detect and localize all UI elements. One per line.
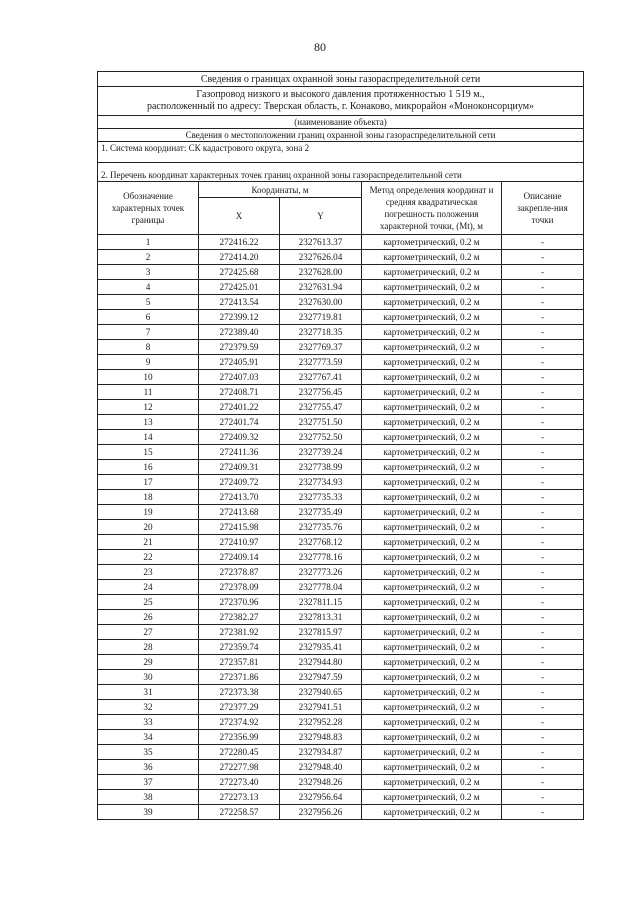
point-number: 7: [98, 325, 199, 340]
y-value: 2327773.26: [280, 565, 362, 580]
x-value: 272401.22: [199, 400, 280, 415]
table-row: [98, 805, 584, 820]
y-value: 2327956.26: [280, 805, 362, 820]
fixing-value: -: [502, 745, 584, 760]
x-value: 272416.22: [199, 235, 280, 250]
fixing-value: -: [502, 490, 584, 505]
method-value: картометрический, 0.2 м: [362, 640, 502, 655]
table-row: [98, 445, 584, 460]
x-value: 272378.87: [199, 565, 280, 580]
x-value: 272411.36: [199, 445, 280, 460]
table-row: [98, 370, 584, 385]
object-description: [98, 87, 584, 116]
x-value: 272373.38: [199, 685, 280, 700]
point-number: 23: [98, 565, 199, 580]
point-number: 33: [98, 715, 199, 730]
table-row: [98, 565, 584, 580]
x-value: 272413.54: [199, 295, 280, 310]
method-value: картометрический, 0.2 м: [362, 385, 502, 400]
y-value: 2327719.81: [280, 310, 362, 325]
fixing-value: -: [502, 325, 584, 340]
object-line-1: Газопровод низкого и высокого давления протяженностью 1 519 м.,: [196, 89, 485, 100]
table-row: [98, 385, 584, 400]
y-value: 2327948.26: [280, 775, 362, 790]
coordinate-list-title: 2. Перечень координат характерных точек границ охранной зоны газораспределительной сети: [98, 163, 584, 182]
y-value: 2327768.12: [280, 535, 362, 550]
y-value: 2327739.24: [280, 445, 362, 460]
point-number: 36: [98, 760, 199, 775]
point-number: 14: [98, 430, 199, 445]
x-value: 272371.86: [199, 670, 280, 685]
table-row: [98, 310, 584, 325]
y-value: 2327813.31: [280, 610, 362, 625]
method-value: картометрический, 0.2 м: [362, 730, 502, 745]
x-value: 272381.92: [199, 625, 280, 640]
table-row: [98, 415, 584, 430]
fixing-value: -: [502, 400, 584, 415]
x-value: 272425.01: [199, 280, 280, 295]
method-value: картометрический, 0.2 м: [362, 295, 502, 310]
x-value: 272356.99: [199, 730, 280, 745]
x-value: 272405.91: [199, 355, 280, 370]
point-number: 22: [98, 550, 199, 565]
column-header-fixing: Описание закрепле-ния точки: [502, 182, 584, 235]
table-row: [98, 715, 584, 730]
y-value: 2327941.51: [280, 700, 362, 715]
table-row: [98, 280, 584, 295]
point-number: 32: [98, 700, 199, 715]
method-value: картометрический, 0.2 м: [362, 265, 502, 280]
fixing-value: -: [502, 625, 584, 640]
method-value: картометрический, 0.2 м: [362, 445, 502, 460]
fixing-value: -: [502, 565, 584, 580]
fixing-value: -: [502, 610, 584, 625]
point-number: 30: [98, 670, 199, 685]
method-value: картометрический, 0.2 м: [362, 805, 502, 820]
point-number: 17: [98, 475, 199, 490]
fixing-value: -: [502, 340, 584, 355]
method-value: картометрический, 0.2 м: [362, 520, 502, 535]
point-number: 26: [98, 610, 199, 625]
column-header-coordinates: Координаты, м: [199, 182, 362, 198]
table-row: [98, 520, 584, 535]
fixing-value: -: [502, 295, 584, 310]
table-row: [98, 295, 584, 310]
y-value: 2327613.37: [280, 235, 362, 250]
y-value: 2327778.04: [280, 580, 362, 595]
y-value: 2327751.50: [280, 415, 362, 430]
coordinate-system: 1. Система координат: СК кадастрового округа, зона 2: [98, 142, 584, 163]
x-value: 272399.12: [199, 310, 280, 325]
method-value: картометрический, 0.2 м: [362, 310, 502, 325]
point-number: 35: [98, 745, 199, 760]
table-row: [98, 745, 584, 760]
y-value: 2327767.41: [280, 370, 362, 385]
fixing-value: -: [502, 310, 584, 325]
method-value: картометрический, 0.2 м: [362, 760, 502, 775]
x-value: 272410.97: [199, 535, 280, 550]
column-header-x: X: [199, 198, 280, 235]
fixing-value: -: [502, 475, 584, 490]
x-value: 272379.59: [199, 340, 280, 355]
table-row: [98, 265, 584, 280]
y-value: 2327769.37: [280, 340, 362, 355]
point-number: 31: [98, 685, 199, 700]
object-line-2: расположенный по адресу: Тверская область, г. Конаково, микрорайон «Моноконсорциум»: [146, 101, 535, 112]
point-number: 6: [98, 310, 199, 325]
x-value: 272389.40: [199, 325, 280, 340]
x-value: 272401.74: [199, 415, 280, 430]
table-row: [98, 550, 584, 565]
point-number: 9: [98, 355, 199, 370]
fixing-value: -: [502, 550, 584, 565]
x-value: 272273.13: [199, 790, 280, 805]
table-row: [98, 670, 584, 685]
fixing-value: -: [502, 415, 584, 430]
fixing-value: -: [502, 250, 584, 265]
table-row: [98, 355, 584, 370]
method-value: картометрический, 0.2 м: [362, 460, 502, 475]
fixing-value: -: [502, 355, 584, 370]
point-number: 38: [98, 790, 199, 805]
y-value: 2327755.47: [280, 400, 362, 415]
method-value: картометрический, 0.2 м: [362, 235, 502, 250]
fixing-value: -: [502, 595, 584, 610]
table-row: [98, 640, 584, 655]
object-caption: (наименование объекта): [98, 116, 584, 129]
point-number: 16: [98, 460, 199, 475]
point-number: 27: [98, 625, 199, 640]
fixing-value: -: [502, 535, 584, 550]
method-value: картометрический, 0.2 м: [362, 610, 502, 625]
x-value: 272258.57: [199, 805, 280, 820]
method-value: картометрический, 0.2 м: [362, 655, 502, 670]
fixing-value: -: [502, 430, 584, 445]
method-value: картометрический, 0.2 м: [362, 775, 502, 790]
table-row: [98, 700, 584, 715]
fixing-value: -: [502, 640, 584, 655]
y-value: 2327630.00: [280, 295, 362, 310]
method-value: картометрический, 0.2 м: [362, 580, 502, 595]
table-row: [98, 580, 584, 595]
method-value: картометрический, 0.2 м: [362, 415, 502, 430]
y-value: 2327718.35: [280, 325, 362, 340]
x-value: 272415.98: [199, 520, 280, 535]
column-header-method: Метод определения координат и средняя квадратическая погрешность положения характерной точки, (Mt), м: [362, 182, 502, 235]
point-number: 21: [98, 535, 199, 550]
x-value: 272370.96: [199, 595, 280, 610]
fixing-value: -: [502, 265, 584, 280]
table-row: [98, 250, 584, 265]
point-number: 28: [98, 640, 199, 655]
y-value: 2327738.99: [280, 460, 362, 475]
point-number: 2: [98, 250, 199, 265]
point-number: 1: [98, 235, 199, 250]
method-value: картометрический, 0.2 м: [362, 475, 502, 490]
method-value: картометрический, 0.2 м: [362, 565, 502, 580]
method-value: картометрический, 0.2 м: [362, 490, 502, 505]
point-number: 11: [98, 385, 199, 400]
point-number: 13: [98, 415, 199, 430]
method-value: картометрический, 0.2 м: [362, 700, 502, 715]
table-row: [98, 460, 584, 475]
table-row: [98, 760, 584, 775]
point-number: 5: [98, 295, 199, 310]
method-value: картометрический, 0.2 м: [362, 250, 502, 265]
method-value: картометрический, 0.2 м: [362, 370, 502, 385]
table-row: [98, 235, 584, 250]
x-value: 272357.81: [199, 655, 280, 670]
method-value: картометрический, 0.2 м: [362, 745, 502, 760]
point-number: 8: [98, 340, 199, 355]
fixing-value: -: [502, 370, 584, 385]
coordinate-rows: [98, 235, 584, 820]
y-value: 2327778.16: [280, 550, 362, 565]
y-value: 2327752.50: [280, 430, 362, 445]
y-value: 2327628.00: [280, 265, 362, 280]
fixing-value: -: [502, 715, 584, 730]
fixing-value: -: [502, 235, 584, 250]
method-value: картометрический, 0.2 м: [362, 625, 502, 640]
fixing-value: -: [502, 730, 584, 745]
y-value: 2327940.65: [280, 685, 362, 700]
method-value: картометрический, 0.2 м: [362, 400, 502, 415]
y-value: 2327815.97: [280, 625, 362, 640]
method-value: картометрический, 0.2 м: [362, 790, 502, 805]
point-number: 18: [98, 490, 199, 505]
x-value: 272407.03: [199, 370, 280, 385]
x-value: 272280.45: [199, 745, 280, 760]
fixing-value: -: [502, 385, 584, 400]
x-value: 272378.09: [199, 580, 280, 595]
y-value: 2327735.49: [280, 505, 362, 520]
point-number: 37: [98, 775, 199, 790]
fixing-value: -: [502, 775, 584, 790]
table-row: [98, 775, 584, 790]
x-value: 272377.29: [199, 700, 280, 715]
x-value: 272413.68: [199, 505, 280, 520]
table-row: [98, 505, 584, 520]
fixing-value: -: [502, 580, 584, 595]
boundary-coordinates-table: [97, 71, 584, 820]
method-value: картометрический, 0.2 м: [362, 535, 502, 550]
y-value: 2327734.93: [280, 475, 362, 490]
x-value: 272408.71: [199, 385, 280, 400]
y-value: 2327773.59: [280, 355, 362, 370]
y-value: 2327631.94: [280, 280, 362, 295]
table-row: [98, 685, 584, 700]
y-value: 2327735.33: [280, 490, 362, 505]
fixing-value: -: [502, 520, 584, 535]
y-value: 2327735.76: [280, 520, 362, 535]
table-row: [98, 610, 584, 625]
fixing-value: -: [502, 790, 584, 805]
y-value: 2327626.04: [280, 250, 362, 265]
fixing-value: -: [502, 760, 584, 775]
y-value: 2327948.83: [280, 730, 362, 745]
method-value: картометрический, 0.2 м: [362, 550, 502, 565]
fixing-value: -: [502, 460, 584, 475]
x-value: 272409.14: [199, 550, 280, 565]
x-value: 272413.70: [199, 490, 280, 505]
point-number: 10: [98, 370, 199, 385]
method-value: картометрический, 0.2 м: [362, 430, 502, 445]
table-row: [98, 475, 584, 490]
method-value: картометрический, 0.2 м: [362, 325, 502, 340]
boundary-table-wrapper: [97, 71, 583, 820]
x-value: 272409.31: [199, 460, 280, 475]
x-value: 272409.32: [199, 430, 280, 445]
method-value: картометрический, 0.2 м: [362, 505, 502, 520]
table-title: Сведения о границах охранной зоны газораспределительной сети: [98, 72, 584, 87]
point-number: 12: [98, 400, 199, 415]
y-value: 2327756.45: [280, 385, 362, 400]
fixing-value: -: [502, 670, 584, 685]
point-number: 15: [98, 445, 199, 460]
table-row: [98, 325, 584, 340]
method-value: картометрический, 0.2 м: [362, 355, 502, 370]
x-value: 272425.68: [199, 265, 280, 280]
table-row: [98, 655, 584, 670]
y-value: 2327952.28: [280, 715, 362, 730]
method-value: картометрический, 0.2 м: [362, 340, 502, 355]
x-value: 272374.92: [199, 715, 280, 730]
point-number: 19: [98, 505, 199, 520]
x-value: 272277.98: [199, 760, 280, 775]
table-row: [98, 340, 584, 355]
y-value: 2327948.40: [280, 760, 362, 775]
table-row: [98, 625, 584, 640]
x-value: 272273.40: [199, 775, 280, 790]
y-value: 2327934.87: [280, 745, 362, 760]
fixing-value: -: [502, 685, 584, 700]
point-number: 3: [98, 265, 199, 280]
point-number: 20: [98, 520, 199, 535]
x-value: 272414.20: [199, 250, 280, 265]
y-value: 2327811.15: [280, 595, 362, 610]
table-row: [98, 400, 584, 415]
y-value: 2327935.41: [280, 640, 362, 655]
point-number: 29: [98, 655, 199, 670]
point-number: 24: [98, 580, 199, 595]
point-number: 39: [98, 805, 199, 820]
table-row: [98, 490, 584, 505]
method-value: картометрический, 0.2 м: [362, 715, 502, 730]
location-title: Сведения о местоположении границ охранной зоны газораспределительной сети: [98, 129, 584, 142]
point-number: 25: [98, 595, 199, 610]
fixing-value: -: [502, 505, 584, 520]
page-number: 80: [314, 40, 326, 54]
table-row: [98, 790, 584, 805]
y-value: 2327947.59: [280, 670, 362, 685]
method-value: картометрический, 0.2 м: [362, 595, 502, 610]
x-value: 272409.72: [199, 475, 280, 490]
method-value: картометрический, 0.2 м: [362, 280, 502, 295]
table-row: [98, 535, 584, 550]
y-value: 2327944.80: [280, 655, 362, 670]
table-row: [98, 595, 584, 610]
method-value: картометрический, 0.2 м: [362, 685, 502, 700]
method-value: картометрический, 0.2 м: [362, 670, 502, 685]
column-header-y: Y: [280, 198, 362, 235]
fixing-value: -: [502, 280, 584, 295]
point-number: 4: [98, 280, 199, 295]
y-value: 2327956.64: [280, 790, 362, 805]
fixing-value: -: [502, 700, 584, 715]
column-header-point: Обозначение характерных точек границы: [98, 182, 199, 235]
fixing-value: -: [502, 655, 584, 670]
table-row: [98, 430, 584, 445]
fixing-value: -: [502, 805, 584, 820]
table-row: [98, 730, 584, 745]
x-value: 272359.74: [199, 640, 280, 655]
x-value: 272382.27: [199, 610, 280, 625]
point-number: 34: [98, 730, 199, 745]
fixing-value: -: [502, 445, 584, 460]
